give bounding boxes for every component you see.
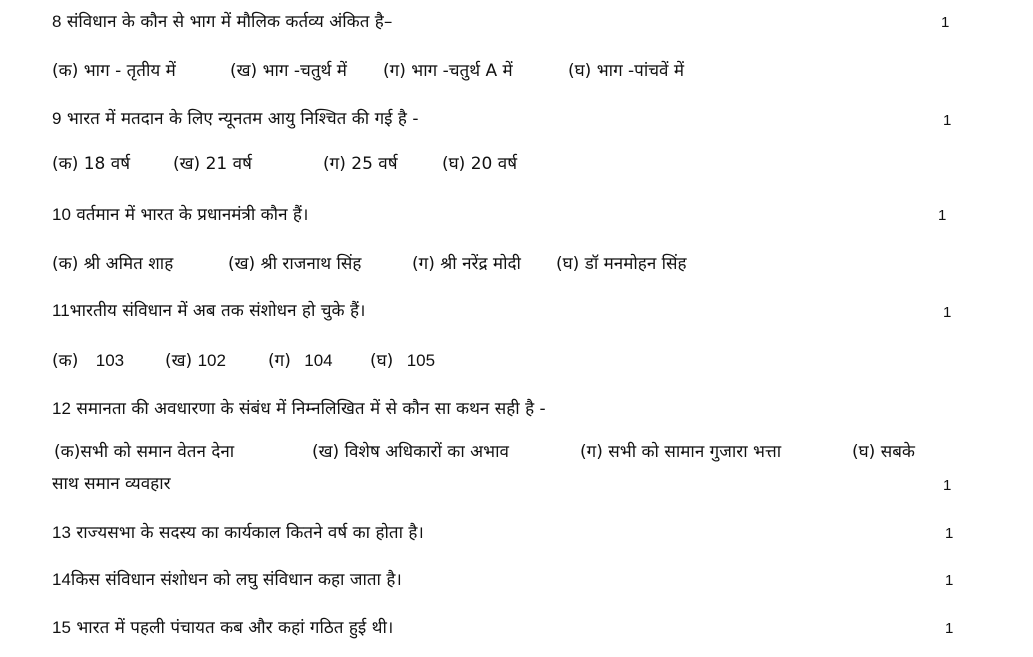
marks-value: 1 xyxy=(941,14,950,31)
option-ka: (क) 103 xyxy=(52,351,125,371)
question-9 xyxy=(52,108,418,130)
marks-value: 1 xyxy=(945,525,954,542)
question-text: वर्तमान में भारत के प्रधानमंत्री कौन हैं। xyxy=(76,205,309,225)
marks-value: 1 xyxy=(943,477,952,494)
question-text: भारतीय संविधान में अब तक संशोधन हो चुके हैं। xyxy=(69,301,366,321)
question-number: 10 xyxy=(52,205,71,224)
marks-value: 1 xyxy=(945,572,954,589)
marks-value: 1 xyxy=(938,207,947,224)
question-text: किस संविधान संशोधन को लघु संविधान कहा जाता है। xyxy=(70,570,402,590)
question-number: 13 xyxy=(52,523,71,542)
option-kha: (ख) विशेष अधिकारों का अभाव xyxy=(312,442,509,462)
marks-value: 1 xyxy=(943,304,952,321)
question-10 xyxy=(52,204,308,226)
question-11 xyxy=(52,300,366,322)
question-15 xyxy=(52,617,393,639)
option-kha: (ख) 102 xyxy=(165,351,226,371)
option-kha: (ख) भाग -चतुर्थ में xyxy=(230,61,347,81)
question-text: समानता की अवधारणा के संबंध में निम्नलिखित में से कौन सा कथन सही है - xyxy=(76,399,546,419)
option-ga: (ग) श्री नरेंद्र मोदी xyxy=(412,254,521,274)
question-text: संविधान के कौन से भाग में मौलिक कर्तव्य अंकित है– xyxy=(66,12,393,32)
question-number: 9 xyxy=(52,109,62,128)
option-ga: (ग) 104 xyxy=(268,351,333,371)
question-8 xyxy=(52,11,392,33)
option-ga: (ग) सभी को सामान गुजारा भत्ता xyxy=(580,442,782,462)
option-gha: (घ) भाग -पांचवें में xyxy=(568,61,685,81)
option-ka: (क) 18 वर्ष xyxy=(52,154,131,174)
marks-value: 1 xyxy=(945,620,954,637)
option-kha: (ख) श्री राजनाथ सिंह xyxy=(228,254,362,274)
question-number: 12 xyxy=(52,399,71,418)
option-ka: (क)सभी को समान वेतन देना xyxy=(54,442,235,462)
question-12 xyxy=(52,398,546,420)
marks-value: 1 xyxy=(943,112,952,129)
option-ka: (क) श्री अमित शाह xyxy=(52,254,174,274)
option-ga: (ग) 25 वर्ष xyxy=(323,154,398,174)
question-14 xyxy=(52,569,402,591)
option-ka: (क) भाग - तृतीय में xyxy=(52,61,176,81)
option-gha: (घ) 20 वर्ष xyxy=(442,154,518,174)
option-gha: (घ) सबके xyxy=(852,442,915,462)
question-number: 15 xyxy=(52,618,71,637)
option-gha: (घ) डॉ मनमोहन सिंह xyxy=(556,254,687,274)
question-number: 11 xyxy=(52,301,70,320)
option-gha: (घ) 105 xyxy=(370,351,436,371)
question-text: भारत में पहली पंचायत कब और कहां गठित हुई थी। xyxy=(76,618,394,638)
option-continuation: साथ समान व्यवहार xyxy=(52,474,171,494)
option-ga: (ग) भाग -चतुर्थ A में xyxy=(383,61,513,81)
question-text: राज्यसभा के सदस्य का कार्यकाल कितने वर्ष का होता है। xyxy=(76,523,424,543)
question-number: 14 xyxy=(52,570,71,589)
question-number: 8 xyxy=(52,12,62,31)
question-text: भारत में मतदान के लिए न्यूनतम आयु निश्चित की गई है - xyxy=(66,109,419,129)
question-13 xyxy=(52,522,424,544)
option-kha: (ख) 21 वर्ष xyxy=(173,154,252,174)
